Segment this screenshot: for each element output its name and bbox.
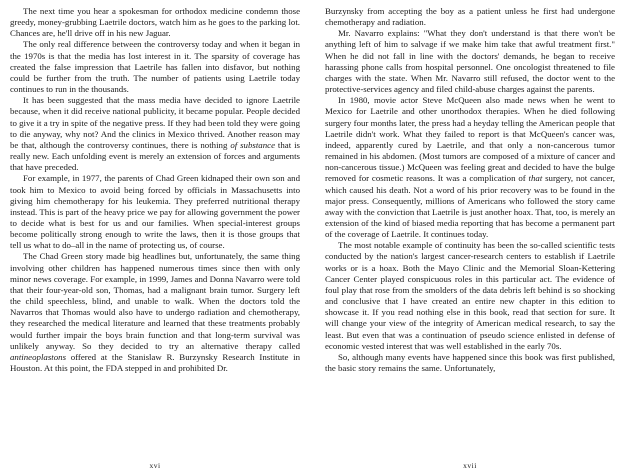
paragraph: The most notable example of continuity has been the so-called scientific tests conducted by the nation's largest cancer-research centers to establish if Laetrile works or is a hoax. Both the Mayo Clinic and the Memorial Sloan-Kettering Cancer Center played conspicuous roles in this particular act. The evidence of foul play that rose from the smolders of the data debris left behind is so shocking and conclusive that I have created an entire new chapter in this edition to showcase it. If you read nothing else in this book, read that section for sure. It will change your view of the integrity of American medical research, to say the least. But even that was a continuation of pseudo science enlisted in defense of economic vested interest that was well established in the early 70s. bbox=[325, 240, 615, 351]
italic-emphasis: that bbox=[528, 173, 543, 184]
page-number: xvi bbox=[149, 461, 161, 470]
paragraph: Mr. Navarro explains: "What they don't understand is that there won't be anything left of him to salvage if we make him take that awful treatment first." When he did not fall in line with the doctors' demands, he began to receive harassing phone calls from hospital personnel. One oncologist threatened to file charges with the state. When Mr. Navarro still refused, the doctor went to the protective-services agency and filed child-abuse charges against the parents. bbox=[325, 28, 615, 95]
text-run: offered at the Stanislaw R. Burzynsky Research Institute in Houston. At this point, the FDA stepped in and prohibited Dr. bbox=[10, 351, 300, 373]
right-page bbox=[325, 6, 615, 471]
paragraph: So, although many events have happened since this book was first published, the basic story remains the same. Unfortunately, bbox=[325, 351, 615, 373]
paragraph: For example, in 1977, the parents of Chad Green kidnaped their own son and took him to Mexico to avoid being forced by officials in Massachusetts into giving him chemotherapy for his leukemia. They preferred nutritional therapy instead. This is part of the heavy price we pay for allowing government the power to decide what is best for us and our families. When special-interest groups become politically strong enough to write the laws, then it is those groups that tell us what to do–all in the name of protecting us, of course. bbox=[10, 173, 300, 251]
paragraph bbox=[10, 95, 300, 173]
page-number: xvii bbox=[463, 461, 477, 470]
italic-emphasis: antineoplastons bbox=[10, 351, 67, 362]
text-run: It has been suggested that the mass media have decided to ignore Laetrile because, when it did receive national publicity, it became popular. People decided to give it a try in spite of the negative press. If they had been told they were going to die anyway, why not? And the clinics in Mexico thrived. Another reason may be that, although the controversy continues, there is nothing bbox=[10, 95, 300, 150]
right-page-text bbox=[325, 6, 615, 458]
text-run: The Chad Green story made big headlines but, unfortunately, the same thing involving other children has happened numerous times since then with only minor news coverage. For example, in 1999, James and Donna Navarro were told that their four-year-old son, Thomas, had a malignant brain tumor. Surgery left the child speechless, blind, and unable to walk. When the doctors told the Navarros that Thomas would also have to undergo radiation and chemotherapy, they researched the medical literature and learned that these treatments probably would further impair the boys brain function and that long-term survival was unlikely anyway. So they decided to try an alternative therapy called bbox=[10, 251, 300, 351]
left-page bbox=[10, 6, 300, 471]
paragraph: The next time you hear a spokesman for orthodox medicine condemn those greedy, money-grubbing Laetrile doctors, watch him as he goes to the parking lot. Chances are, he'll drive off in his new Jaguar. bbox=[10, 6, 300, 39]
paragraph bbox=[325, 95, 615, 240]
paragraph: The only real difference between the controversy today and when it began in the 1970s is that the media has lost interest in it. The sparsity of coverage has created the false impression that Laetrile has fallen into disfavor, but nothing could be further from the truth. The number of patients using Laetrile today continues to run in the thousands. bbox=[10, 39, 300, 95]
left-page-text bbox=[10, 6, 300, 458]
text-run: that is really new. Each unfolding event is merely an extension of forces and arguments that have preceded. bbox=[10, 139, 300, 173]
text-run: In 1980, movie actor Steve McQueen also made news when he went to Mexico for Laetrile and other unorthodox therapies. When he died following surgery four months later, the press had a heyday telling the American people that Laetrile didn't work. What they failed to report is that McQueen's cancer was, indeed, apparently cured by Laetrile, and that only a non-cancerous tumor remained in his abdomen. (Most tumors are composed of a mixture of cancer and non-cancerous tissue.) McQueen was feeling great and decided to have the bulge removed for cosmetic reasons. It was a complication of bbox=[325, 95, 615, 184]
text-run: surgery, not cancer, which caused his death. Not a word of his prior recovery was to be found in the major press. Consequently, millions of Americans who followed the story came away with the conviction that Laetrile is just another hoax. That, too, is merely an extension of the kind of biased media reporting that has become a permanent part of the coverage of Laetrile. It continues today. bbox=[325, 173, 615, 240]
italic-emphasis: of substance bbox=[230, 139, 275, 150]
paragraph: Burzynsky from accepting the boy as a patient unless he first had undergone chemotherapy and radiation. bbox=[325, 6, 615, 28]
paragraph bbox=[10, 251, 300, 374]
